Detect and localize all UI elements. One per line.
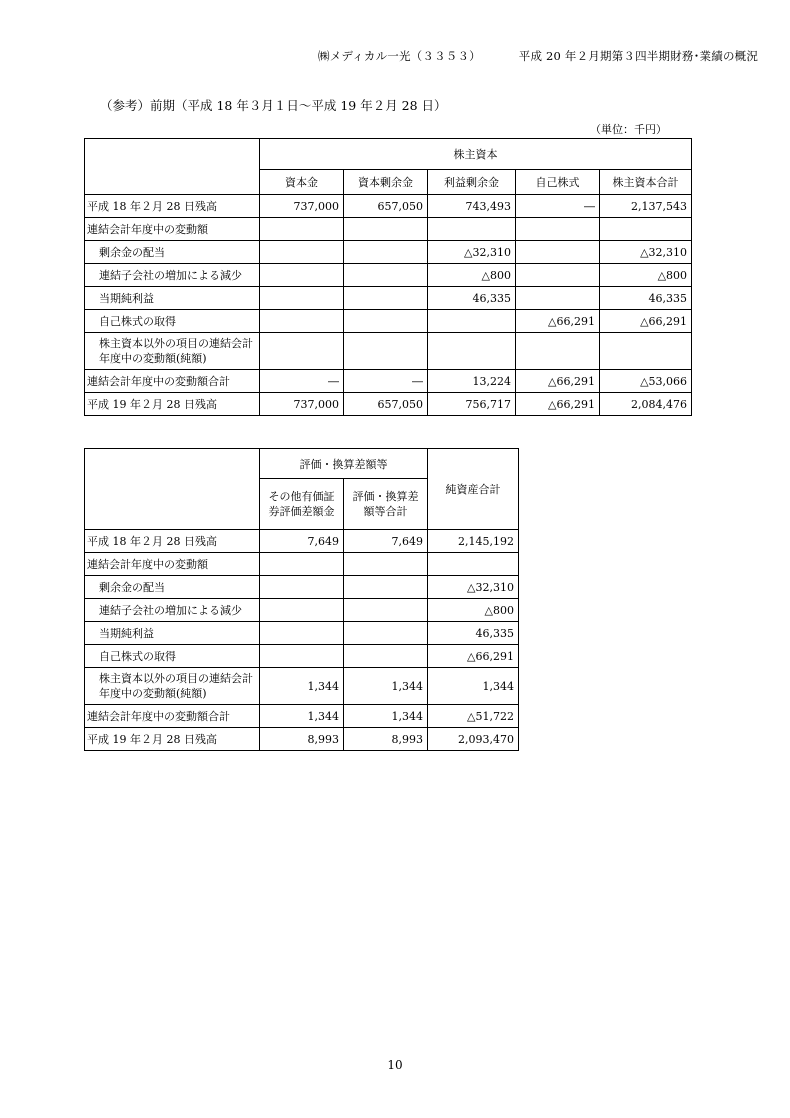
value-cell: 46,335 [600,287,692,310]
row-label: 平成 18 年２月 28 日残高 [85,195,260,218]
table-row [85,310,692,333]
table-row [85,728,519,751]
value-cell: 7,649 [344,530,428,553]
row-label: 当期純利益 [85,622,260,645]
table-row [85,576,519,599]
value-cell: 737,000 [260,195,344,218]
value-cell: △800 [428,599,519,622]
value-cell [344,241,428,264]
value-cell: △51,722 [428,705,519,728]
value-cell: ― [344,370,428,393]
value-cell [344,264,428,287]
company-name: ㈱メディカル一光（３３５３） [318,49,481,63]
value-cell [260,622,344,645]
page-header [318,48,759,64]
column-header: 純資産合計 [428,449,519,530]
row-label: 平成 18 年２月 28 日残高 [85,530,260,553]
corner-cell [85,449,260,530]
table-row [85,705,519,728]
column-header: 資本金 [260,170,344,195]
value-cell: 1,344 [344,668,428,705]
value-cell [600,333,692,370]
value-cell: 743,493 [428,195,516,218]
value-cell: 1,344 [344,705,428,728]
value-cell [260,264,344,287]
value-cell [344,645,428,668]
table-row [85,195,692,218]
row-label: 平成 19 年２月 28 日残高 [85,728,260,751]
value-cell [344,553,428,576]
value-cell [260,287,344,310]
value-cell: △800 [600,264,692,287]
value-cell [428,333,516,370]
value-cell [428,218,516,241]
table-row [85,370,692,393]
value-cell: 737,000 [260,393,344,416]
report-title: 平成 20 年２月期第３四半期財務･業績の概況 [518,49,759,63]
value-cell [516,264,600,287]
value-cell [428,310,516,333]
value-cell: △66,291 [600,310,692,333]
value-cell: 1,344 [260,705,344,728]
value-cell [260,310,344,333]
row-label: 剰余金の配当 [85,241,260,264]
row-label: 連結子会社の増加による減少 [85,264,260,287]
value-cell: △66,291 [516,370,600,393]
value-cell [344,218,428,241]
table-row [85,287,692,310]
column-header: 評価・換算差額等合計 [344,479,428,530]
table-row [85,241,692,264]
value-cell: △53,066 [600,370,692,393]
value-cell: 7,649 [260,530,344,553]
value-cell: △800 [428,264,516,287]
value-cell: 2,145,192 [428,530,519,553]
row-label: 連結子会社の増加による減少 [85,599,260,622]
table-row [85,645,519,668]
value-cell: ― [516,195,600,218]
row-label: 株主資本以外の項目の連結会計年度中の変動額(純額) [85,333,260,370]
table-row [85,668,519,705]
column-header: 自己株式 [516,170,600,195]
value-cell [260,645,344,668]
group-header: 株主資本 [260,139,692,170]
value-cell: △66,291 [428,645,519,668]
row-label: 株主資本以外の項目の連結会計年度中の変動額(純額) [85,668,260,705]
valuation-adjustments-table [84,448,519,751]
value-cell: ― [260,370,344,393]
value-cell: △66,291 [516,393,600,416]
value-cell [260,599,344,622]
value-cell [260,218,344,241]
row-label: 自己株式の取得 [85,645,260,668]
column-header: 資本剰余金 [344,170,428,195]
unit-label: （単位：千円） [590,123,667,136]
corner-cell [85,139,260,195]
page-number: 10 [387,1058,403,1072]
value-cell [260,241,344,264]
column-header: 利益剰余金 [428,170,516,195]
table-row [85,599,519,622]
value-cell: 1,344 [428,668,519,705]
value-cell: 8,993 [344,728,428,751]
table-row [85,333,692,370]
row-label: 剰余金の配当 [85,576,260,599]
value-cell [344,333,428,370]
shareholders-equity-table [84,138,692,416]
table-row [85,264,692,287]
value-cell [344,310,428,333]
value-cell [516,241,600,264]
value-cell: 657,050 [344,195,428,218]
table-row [85,530,519,553]
value-cell [260,576,344,599]
value-cell: 2,093,470 [428,728,519,751]
value-cell: 1,344 [260,668,344,705]
column-header: その他有価証券評価差額金 [260,479,344,530]
value-cell: 8,993 [260,728,344,751]
row-label: 自己株式の取得 [85,310,260,333]
value-cell: △32,310 [600,241,692,264]
section-title: （参考）前期（平成 18 年３月１日～平成 19 年２月 28 日） [100,98,447,113]
group-header: 評価・換算差額等 [260,449,428,479]
value-cell [600,218,692,241]
value-cell [344,576,428,599]
value-cell: 657,050 [344,393,428,416]
value-cell [344,622,428,645]
column-header: 株主資本合計 [600,170,692,195]
value-cell [516,333,600,370]
row-label: 連結会計年度中の変動額 [85,218,260,241]
value-cell [516,218,600,241]
value-cell: 2,137,543 [600,195,692,218]
value-cell: △66,291 [516,310,600,333]
value-cell: △32,310 [428,241,516,264]
value-cell: 13,224 [428,370,516,393]
row-label: 連結会計年度中の変動額合計 [85,370,260,393]
value-cell: 2,084,476 [600,393,692,416]
row-label: 平成 19 年２月 28 日残高 [85,393,260,416]
value-cell [516,287,600,310]
table-row [85,622,519,645]
table-row [85,553,519,576]
value-cell: △32,310 [428,576,519,599]
value-cell: 46,335 [428,622,519,645]
value-cell: 756,717 [428,393,516,416]
row-label: 連結会計年度中の変動額合計 [85,705,260,728]
value-cell [260,553,344,576]
value-cell [344,599,428,622]
value-cell [344,287,428,310]
row-label: 連結会計年度中の変動額 [85,553,260,576]
table-row [85,218,692,241]
row-label: 当期純利益 [85,287,260,310]
value-cell [260,333,344,370]
value-cell [428,553,519,576]
table-row [85,393,692,416]
value-cell: 46,335 [428,287,516,310]
